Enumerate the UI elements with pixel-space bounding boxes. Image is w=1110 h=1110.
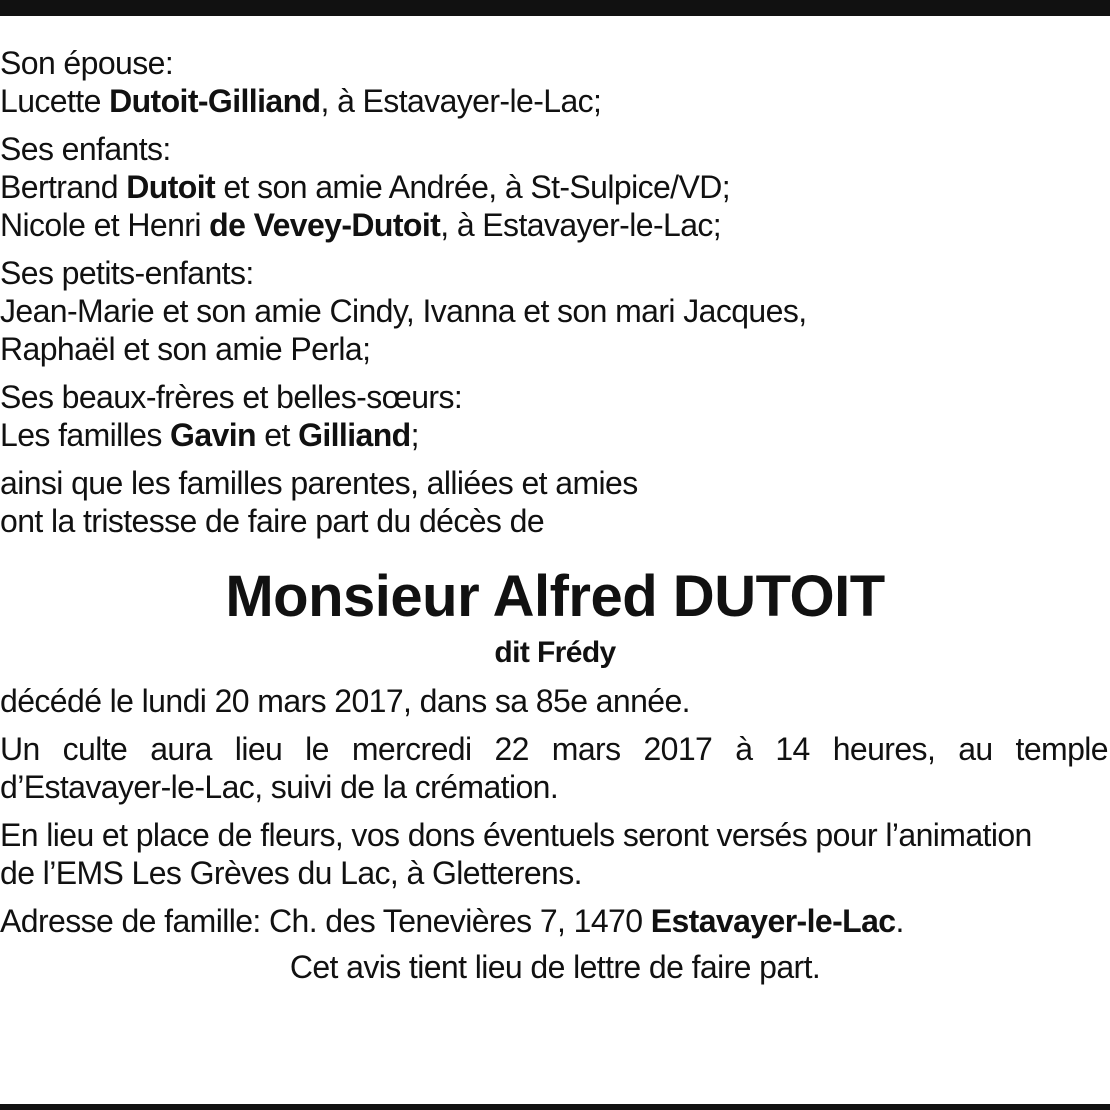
bottom-border-rule [0,1104,1110,1110]
announcement-line: ont la tristesse de faire part du décès de [0,503,545,539]
child-first-name: Nicole et Henri [0,207,210,243]
child-line [0,168,1110,206]
death-date-line: décédé le lundi 20 mars 2017, dans sa 85e année. [0,683,690,719]
deceased-nickname: dit Frédy [494,636,616,669]
child-first-name: Bertrand [0,169,127,205]
announcement-line: ainsi que les familles parentes, alliées et amies [0,465,638,501]
in-laws-family-2: Gilliand [298,417,411,453]
spouse-line [0,82,1110,120]
in-laws-section [0,378,1110,454]
children-section [0,130,1110,244]
child-surname: Dutoit [126,169,216,205]
grandchildren-heading: Ses petits-enfants: [0,255,254,291]
in-laws-prefix: Les familles [0,417,171,453]
grandchildren-line: Raphaël et son amie Perla; [0,331,371,367]
address-street: Adresse de famille: Ch. des Tenevières 7, 1470 [0,903,651,939]
in-laws-line [0,416,1110,454]
child-line [0,206,1110,244]
in-laws-heading: Ses beaux-frères et belles-sœurs: [0,379,463,415]
in-laws-conjunction: et [255,417,299,453]
death-section [0,682,1110,720]
top-border-rule [0,0,1110,16]
deceased-name: Monsieur Alfred DUTOIT [225,564,885,629]
child-details: , à Estavayer-le-Lac; [440,207,722,243]
grandchildren-section [0,254,1110,368]
in-laws-suffix: ; [410,417,419,453]
spouse-heading: Son épouse: [0,45,174,81]
spouse-location: , à Estavayer-le-Lac; [320,83,602,119]
address-line [0,902,1110,940]
spouse-first-name: Lucette [0,83,110,119]
donations-section [0,816,1110,892]
donations-line-1: En lieu et place de fleurs, vos dons éventuels seront versés pour l’animation [0,817,1032,853]
announcement-section [0,464,1110,540]
grandchildren-line: Jean-Marie et son amie Cindy, Ivanna et son mari Jacques, [0,293,807,329]
address-city: Estavayer-le-Lac [650,903,896,939]
obituary-notice [0,44,1110,996]
footer-note: Cet avis tient lieu de lettre de faire part. [289,949,821,985]
spouse-surname: Dutoit-Gilliand [109,83,321,119]
address-period: . [895,903,904,939]
children-heading: Ses enfants: [0,131,171,167]
service-section [0,730,1110,806]
service-line-2: d’Estavayer-le-Lac, suivi de la crémation. [0,769,559,805]
donations-line-2: de l’EMS Les Grèves du Lac, à Gletterens. [0,855,582,891]
in-laws-family-1: Gavin [170,417,256,453]
child-details: et son amie Andrée, à St-Sulpice/VD; [215,169,731,205]
child-surname: de Vevey-Dutoit [209,207,441,243]
service-line-1: Un culte aura lieu le mercredi 22 mars 2017 à 14 heures, au temple [0,731,1108,767]
address-section [0,902,1110,986]
spouse-section [0,44,1110,120]
